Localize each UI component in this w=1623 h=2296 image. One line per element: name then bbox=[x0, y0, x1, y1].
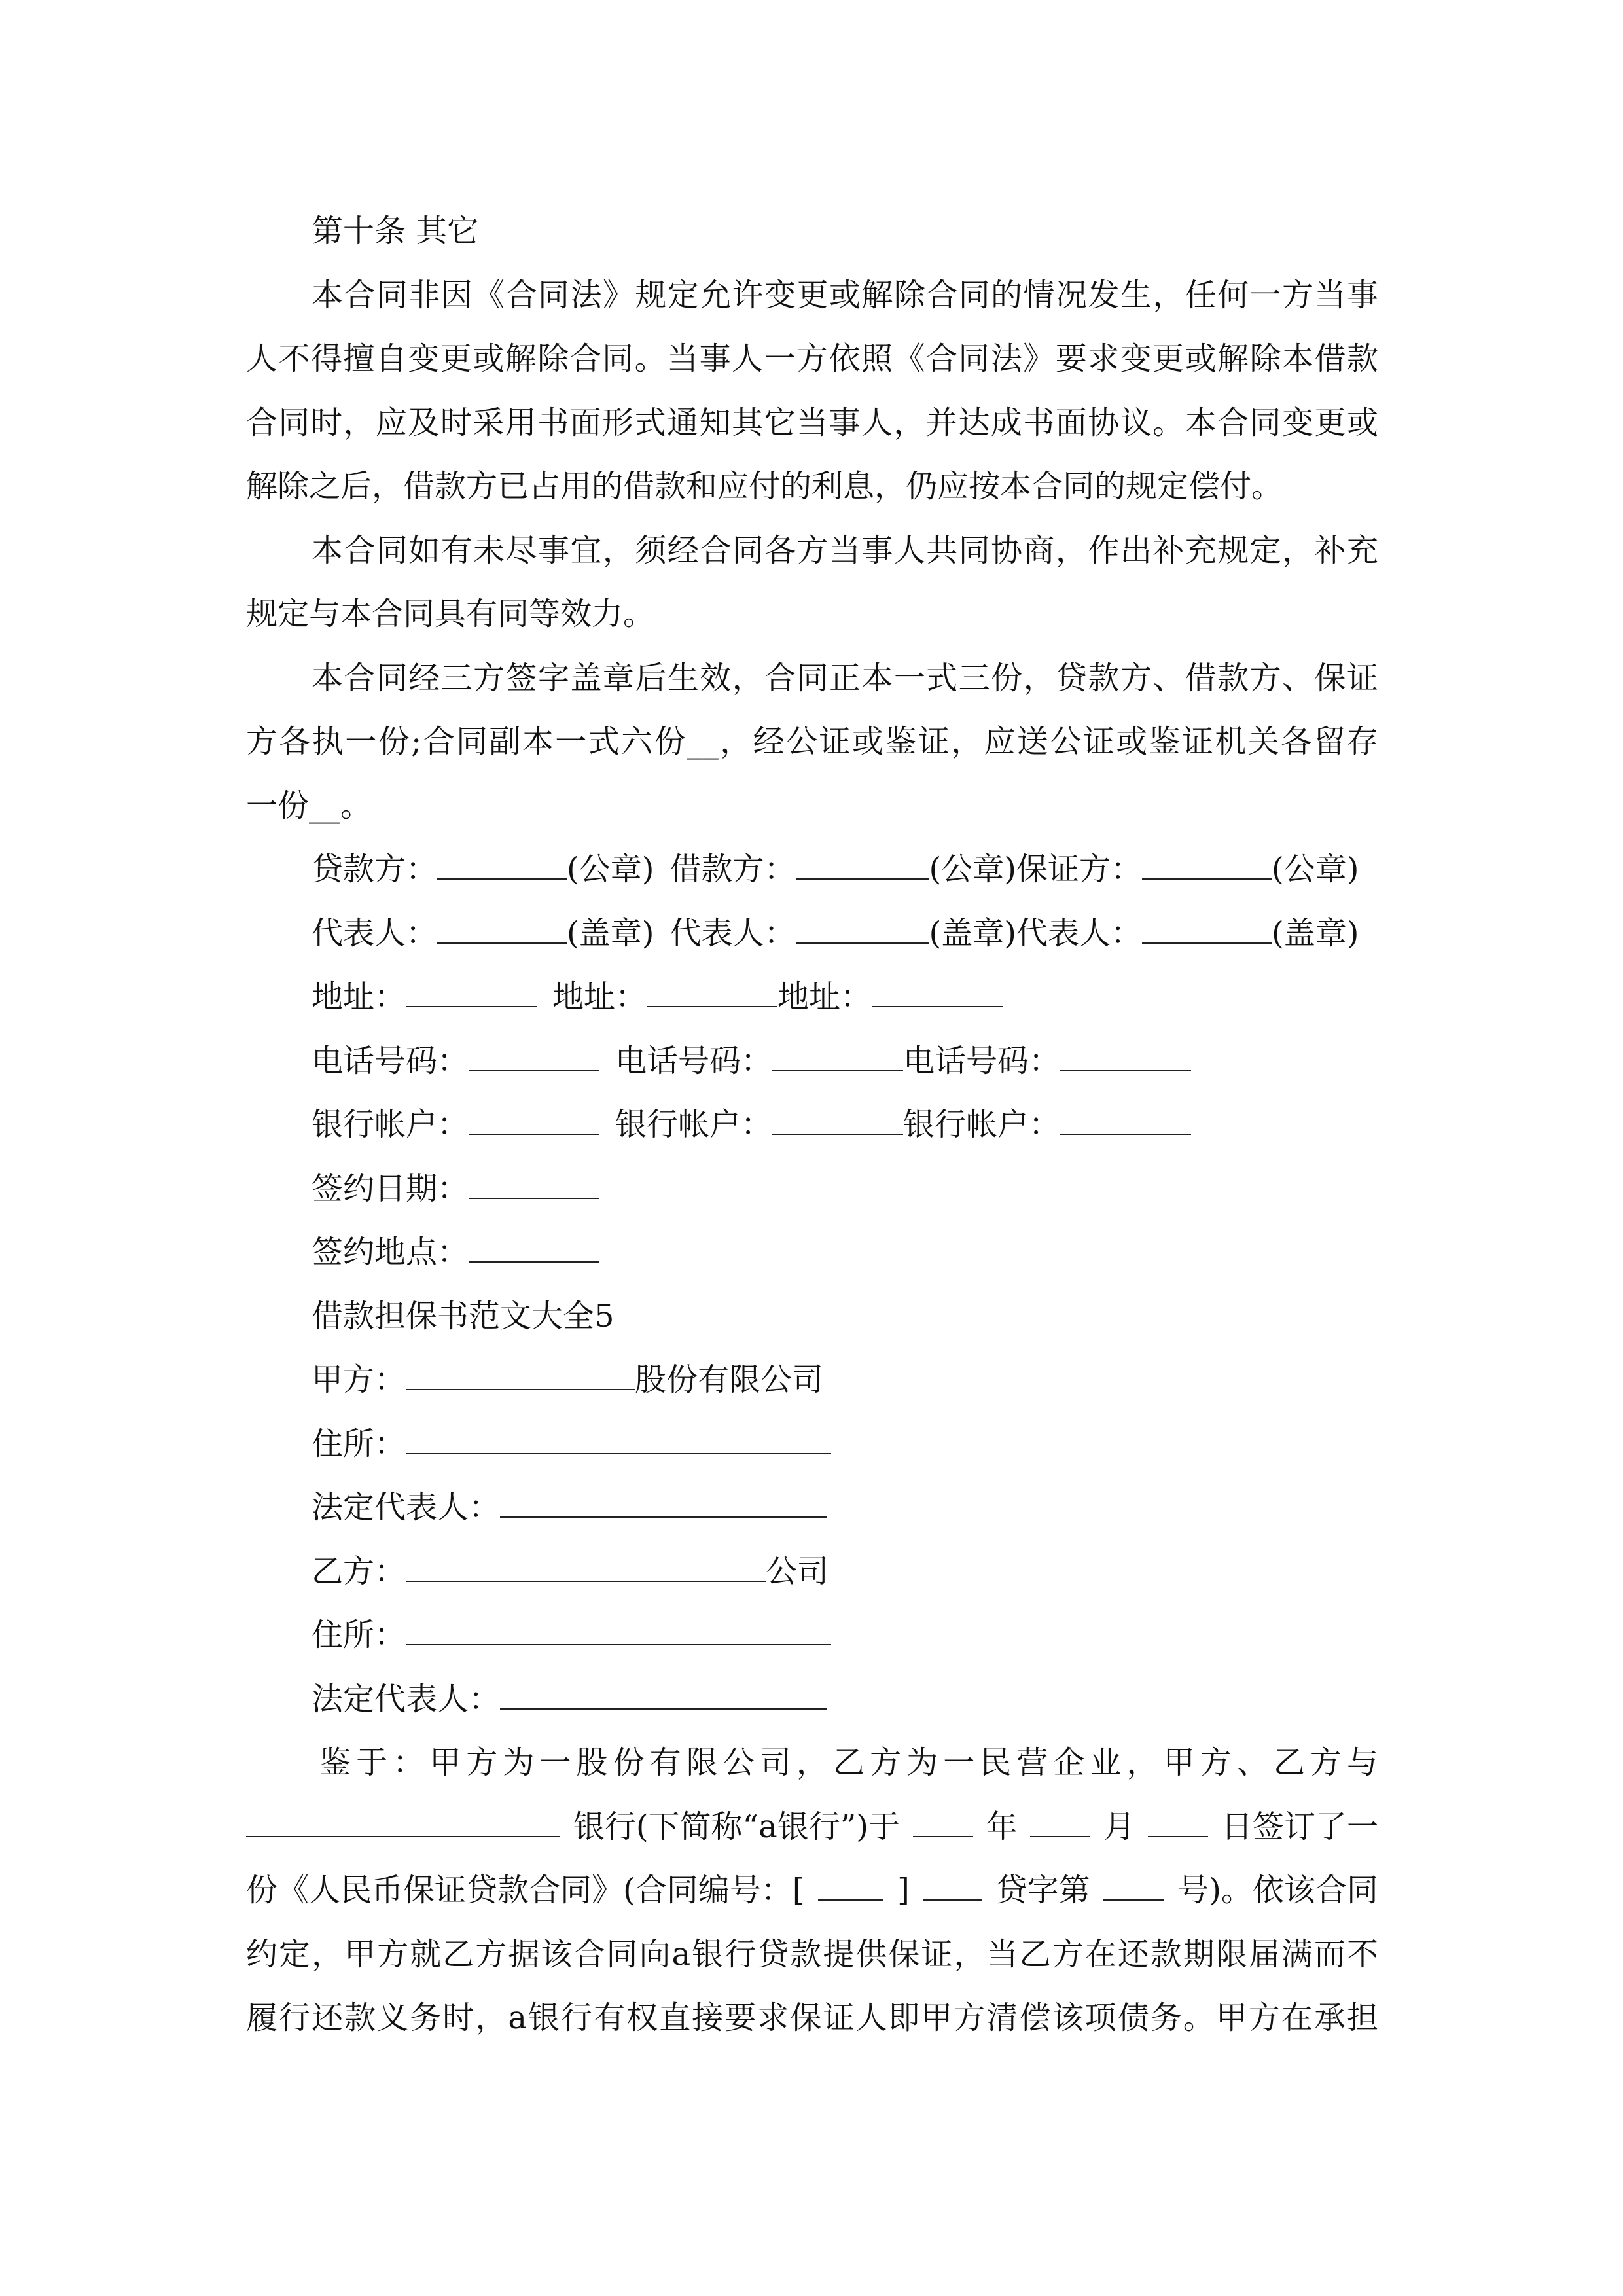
signing-place-label: 签约地点： bbox=[312, 1234, 469, 1270]
signature-reps-row bbox=[246, 902, 1378, 966]
whereas-line-1: 鉴于：甲方为一股份有限公司，乙方为一民营企业，甲方、乙方与 bbox=[319, 1744, 1378, 1781]
address-blank-1 bbox=[406, 975, 537, 1007]
rep-label-2: 代表人： bbox=[669, 914, 796, 952]
party-a-suffix: 股份有限公司 bbox=[635, 1361, 824, 1398]
party-a-blank bbox=[406, 1357, 635, 1390]
whereas-bank-text: 银行(下简称“a银行”)于 bbox=[573, 1808, 900, 1845]
party-a-legal-rep-row bbox=[246, 1476, 1378, 1540]
party-b-blank bbox=[406, 1549, 766, 1582]
address-label-1: 地址： bbox=[312, 978, 406, 1015]
signature-address-row bbox=[246, 965, 1378, 1030]
rep-stamp-3: (盖章) bbox=[1271, 914, 1359, 952]
year-blank bbox=[913, 1804, 973, 1837]
para3-line-1: 本合同经三方签字盖章后生效，合同正本一式三份，贷款方、借款方、保证 bbox=[312, 659, 1378, 696]
year-label: 年 bbox=[986, 1808, 1018, 1845]
address-blank-2 bbox=[647, 975, 777, 1007]
rep-stamp-2: (盖章) bbox=[929, 914, 1016, 952]
party-a-residence-label: 住所： bbox=[312, 1425, 406, 1462]
borrower-label: 借款方： bbox=[669, 851, 796, 888]
party-b-label: 乙方： bbox=[312, 1552, 406, 1590]
loan-number-blank bbox=[1103, 1868, 1164, 1901]
rep-blank-2 bbox=[796, 911, 929, 944]
contract-code-blank bbox=[818, 1868, 883, 1901]
phone-label-3: 电话号码： bbox=[903, 1042, 1061, 1079]
contract-prefix-blank bbox=[923, 1868, 982, 1901]
whereas-line-5: 履行还款义务时，a银行有权直接要求保证人即甲方清偿该项债务。甲方在承担 bbox=[246, 2000, 1378, 2036]
party-b-legal-rep-blank bbox=[500, 1677, 827, 1710]
para3-line-3: 一份__。 bbox=[246, 787, 372, 824]
guarantor-label: 保证方： bbox=[1016, 851, 1142, 888]
signing-place-blank bbox=[469, 1230, 599, 1263]
signing-date-label: 签约日期： bbox=[312, 1170, 469, 1207]
signature-bank-row bbox=[246, 1093, 1378, 1157]
party-b-row bbox=[246, 1540, 1378, 1604]
phone-label-2: 电话号码： bbox=[615, 1042, 773, 1079]
address-label-3: 地址： bbox=[777, 978, 872, 1015]
party-a-label: 甲方： bbox=[312, 1361, 406, 1398]
whereas-line-3 bbox=[246, 1859, 1378, 1923]
bank-blank-3 bbox=[1060, 1102, 1191, 1135]
rep-blank-3 bbox=[1142, 911, 1272, 944]
party-a-row bbox=[246, 1348, 1378, 1412]
borrower-blank bbox=[796, 847, 929, 880]
loan-number-text: 贷字第 bbox=[995, 1872, 1090, 1909]
party-b-residence-label: 住所： bbox=[312, 1617, 406, 1653]
contract-code-close: ] bbox=[897, 1872, 910, 1909]
document-body bbox=[246, 200, 1378, 2051]
rep-blank-1 bbox=[437, 911, 567, 944]
address-blank-3 bbox=[872, 975, 1003, 1007]
address-label-2: 地址： bbox=[552, 978, 647, 1015]
phone-blank-2 bbox=[772, 1039, 903, 1071]
signature-parties-row bbox=[246, 838, 1378, 902]
party-a-legal-rep-blank bbox=[500, 1485, 827, 1518]
bank-blank-1 bbox=[469, 1102, 599, 1135]
bank-name-blank bbox=[246, 1804, 560, 1837]
lender-seal: (公章) bbox=[567, 851, 654, 888]
whereas-line-4: 约定，甲方就乙方据该合同向a银行贷款提供保证，当乙方在还款期限届满而不 bbox=[246, 1935, 1378, 1973]
para1-line-3: 合同时，应及时采用书面形式通知其它当事人，并达成书面协议。本合同变更或 bbox=[246, 404, 1378, 441]
bank-blank-2 bbox=[772, 1102, 903, 1135]
lender-blank bbox=[437, 847, 567, 880]
signing-place-row bbox=[246, 1221, 1378, 1285]
signing-date-row bbox=[246, 1157, 1378, 1221]
rep-stamp-1: (盖章) bbox=[567, 914, 654, 952]
para3-line-2: 方各执一份;合同副本一式六份__，经公证或鉴证，应送公证或鉴证机关各留存 bbox=[246, 723, 1378, 760]
rep-label-1: 代表人： bbox=[312, 914, 438, 952]
party-a-residence-blank bbox=[406, 1422, 831, 1454]
borrower-seal: (公章) bbox=[929, 851, 1016, 888]
party-b-legal-rep-label: 法定代表人： bbox=[312, 1680, 501, 1717]
party-a-residence-row bbox=[246, 1412, 1378, 1477]
month-blank bbox=[1030, 1804, 1090, 1837]
section-title: 第十条 其它 bbox=[312, 213, 479, 249]
party-b-suffix: 公司 bbox=[766, 1552, 829, 1590]
para2-line-2: 规定与本合同具有同等效力。 bbox=[246, 596, 655, 632]
lender-label: 贷款方： bbox=[312, 851, 438, 888]
signing-date-blank bbox=[469, 1166, 599, 1199]
day-signed-text: 日签订了一 bbox=[1221, 1808, 1378, 1845]
party-a-legal-rep-label: 法定代表人： bbox=[312, 1489, 501, 1526]
para2-line-1: 本合同如有未尽事宜，须经合同各方当事人共同协商，作出补充规定，补充 bbox=[312, 531, 1378, 569]
doc2-title: 借款担保书范文大全5 bbox=[312, 1297, 615, 1335]
phone-label-1: 电话号码： bbox=[312, 1042, 469, 1079]
bank-label-1: 银行帐户： bbox=[312, 1106, 469, 1143]
party-b-legal-rep-row bbox=[246, 1668, 1378, 1732]
bank-label-2: 银行帐户： bbox=[615, 1106, 773, 1143]
day-blank bbox=[1148, 1804, 1208, 1837]
guarantor-seal: (公章) bbox=[1271, 851, 1359, 888]
contract-end-text: 号)。依该合同 bbox=[1177, 1872, 1378, 1909]
signature-phone-row bbox=[246, 1030, 1378, 1094]
bank-label-3: 银行帐户： bbox=[903, 1106, 1061, 1143]
rep-label-3: 代表人： bbox=[1016, 914, 1142, 952]
contract-name-text: 份《人民币保证贷款合同》(合同编号：[ bbox=[246, 1872, 805, 1909]
guarantor-blank bbox=[1142, 847, 1272, 880]
party-b-residence-row bbox=[246, 1604, 1378, 1668]
whereas-line-2 bbox=[246, 1795, 1378, 1859]
para1-line-1: 本合同非因《合同法》规定允许变更或解除合同的情况发生，任何一方当事 bbox=[312, 276, 1378, 314]
phone-blank-3 bbox=[1060, 1039, 1191, 1071]
para1-line-2: 人不得擅自变更或解除合同。当事人一方依照《合同法》要求变更或解除本借款 bbox=[246, 340, 1378, 377]
para1-line-4: 解除之后，借款方已占用的借款和应付的利息，仍应按本合同的规定偿付。 bbox=[246, 468, 1283, 505]
month-label: 月 bbox=[1103, 1808, 1135, 1845]
phone-blank-1 bbox=[469, 1039, 599, 1071]
party-b-residence-blank bbox=[406, 1613, 831, 1645]
